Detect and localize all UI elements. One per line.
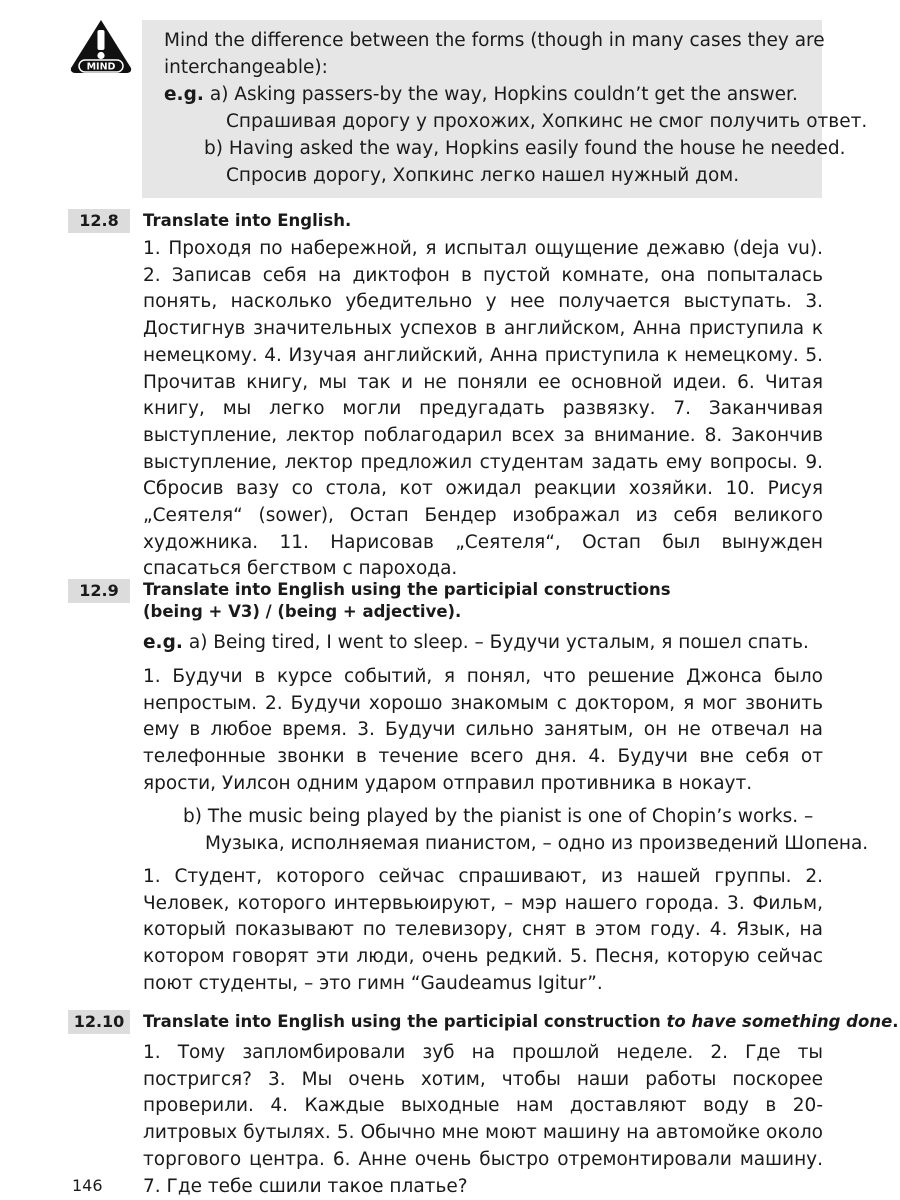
- example-a-english: a) Asking passers-by the way, Hopkins couldn’t get the answer.: [209, 84, 798, 105]
- example-b-english: b) Having asked the way, Hopkins easily found the house he needed.: [204, 138, 846, 159]
- mind-icon-label: MIND: [86, 61, 116, 73]
- exercise-12-9-part-a: 1. Будучи в курсе событий, я понял, что решение Джонса было непростым. 2. Будучи хорошо знакомым с доктором, я мог звонить ему в любое время. 3. Будучи сильно занятым, он не отвечал на телефонные звонки в течение всего дня. 4. Будучи вне себя от ярости, Уилсон одним ударом отправил противника в нокаут.: [143, 666, 823, 794]
- mind-intro-line1: Mind the difference between the forms (though in many cases they are: [164, 30, 825, 51]
- section-title-12-9-line1: Translate into English using the participial constructions: [143, 580, 671, 599]
- example-b-english-12-9: b) The music being played by the pianist is one of Chopin’s works. –: [183, 806, 814, 827]
- mind-intro-line2: interchangeable):: [164, 57, 328, 78]
- mind-example-a: [164, 81, 814, 108]
- example-a-12-9: [143, 630, 809, 657]
- page-number: 146: [72, 1176, 103, 1195]
- eg-label-12-9: e.g.: [143, 632, 183, 653]
- mind-warning-icon: [68, 18, 134, 76]
- section-title-12-8: Translate into English.: [143, 211, 352, 230]
- example-a-russian: Спрашивая дорогу у прохожих, Хопкинс не смог получить ответ.: [226, 111, 868, 132]
- section-number-12-9: 12.9: [68, 579, 130, 603]
- section-title-12-9-line2: (being + V3) / (being + adjective).: [143, 602, 462, 621]
- example-a-text: a) Being tired, I went to sleep. – Будучи усталым, я пошел спать.: [188, 632, 809, 653]
- example-b-russian-12-9: Музыка, исполняемая пианистом, – одно из произведений Шопена.: [205, 833, 869, 854]
- exercise-12-9-part-b: 1. Студент, которого сейчас спрашивают, из нашей группы. 2. Человек, которого интервьюируют, – мэр нашего города. 3. Фильм, который показывают по телевизору, снят в этом году. 4. Язык, на котором говорят эти люди, очень редкий. 5. Песня, которую сейчас поют студенты, – это гимн “Gaudeamus Igitur”.: [143, 866, 823, 994]
- section-number-12-10: 12.10: [68, 1010, 130, 1034]
- eg-label: e.g.: [164, 84, 204, 105]
- exercise-12-8-text: 1. Проходя по набережной, я испытал ощущение дежавю (deja vu). 2. Записав себя на диктофон в пустой комнате, она попыталась понять, насколько убедительно у нее получается выступать. 3. Достигнув значительных успехов в английском, Анна приступила к немецкому. 4. Изучая английский, Анна приступила к немецкому. 5. Прочитав книгу, мы так и не поняли ее основной идеи. 6. Читая книгу, мы легко могли предугадать развязку. 7. Заканчивая выступление, лектор поблагодарил всех за внимание. 8. Закончив выступление, лектор предложил студентам задать ему вопросы. 9. Сбросив вазу со стола, кот ожидал реакции хозяйки. 10. Рисуя „Сеятеля“ (sower), Остап Бендер изображал из себя великого художника. 11. Нарисовав „Сеятеля“, Остап был вынужден спасаться бегством с парохода.: [143, 238, 823, 580]
- title-italic-phrase: to have something done: [666, 1012, 893, 1031]
- section-title-12-10: Translate into English using the participial construction to have something done.: [143, 1012, 899, 1031]
- exercise-12-10-text: 1. Тому запломбировали зуб на прошлой неделе. 2. Где ты постригся? 3. Мы очень хотим, чтобы наши работы поскорее проверили. 4. Каждые выходные нам доставляют воду в 20-литровых бутылях. 5. Обычно мне моют машину на автомойке около торгового центра. 6. Анне очень быстро отремонтировали машину. 7. Где тебе сшили такое платье?: [143, 1042, 823, 1197]
- mind-text: [164, 27, 868, 189]
- section-number-12-8: 12.8: [68, 209, 130, 233]
- example-b-russian: Спросив дорогу, Хопкинс легко нашел нужный дом.: [226, 165, 740, 186]
